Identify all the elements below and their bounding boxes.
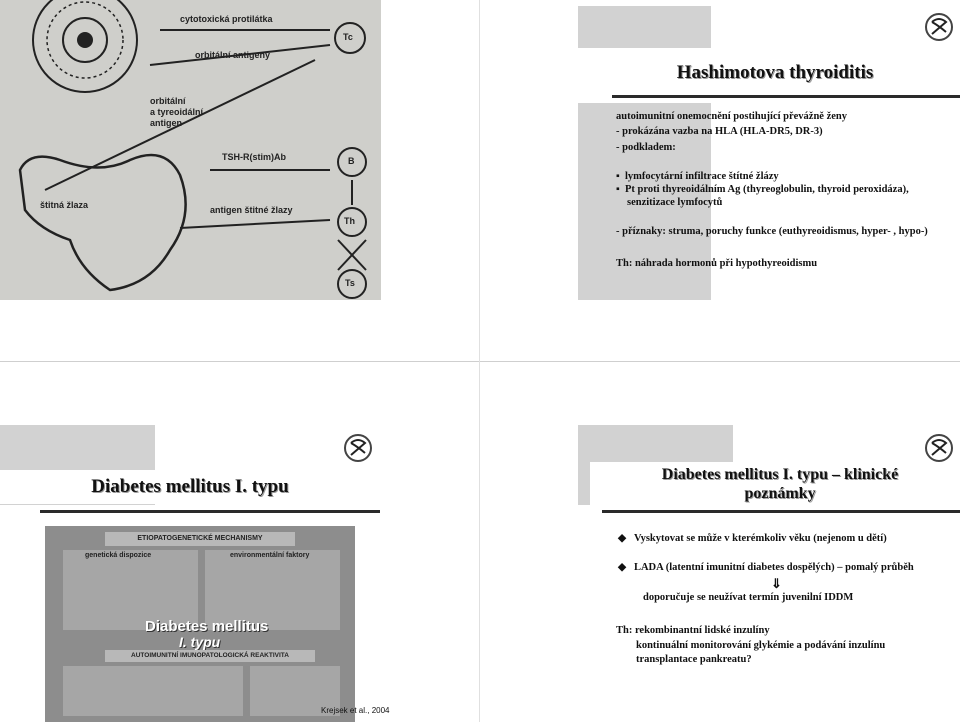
label-orbital-3: antigen — [150, 118, 183, 128]
slide3-title-rule — [40, 510, 380, 513]
university-logo-icon — [343, 433, 373, 463]
label-orbital-antigens: orbitální antigeny — [195, 50, 271, 60]
thyroid-immune-diagram — [0, 0, 381, 300]
slide4-bullet-1: ◆ Vyskytovat se může v kterémkoliv věku (nejenom u dětí) — [618, 533, 887, 544]
slide2-therapy: Th: náhrada hormonů při hypothyreoidismu — [616, 258, 818, 269]
label-cytotoxic: cytotoxická protilátka — [180, 14, 273, 24]
figure-title-1: Diabetes mellitus — [145, 618, 269, 635]
figure-title-2: I. typu — [179, 634, 221, 650]
slide2-symptoms: - příznaky: struma, poruchy funkce (euthyreoidismus, hyper- , hypo-) — [616, 226, 928, 237]
slide2-bullet-2: ▪ Pt proti thyreoidálním Ag (thyreoglobulin, thyroid peroxidáza), — [616, 184, 909, 195]
slide4-bullet-2: ◆ LADA (latentní imunitní diabetes dospělých) – pomalý průběh — [618, 562, 914, 573]
university-logo-icon — [924, 433, 954, 463]
slide4-therapy-2: kontinuální monitorování glykémie a podávání inzulínu — [636, 640, 886, 651]
slide2-title-rule — [612, 95, 960, 98]
slide2-bullet-3: senzitizace lymfocytů — [627, 197, 723, 208]
figure-sub-left: genetická dispozice — [85, 552, 152, 559]
slide2-line-1: autoimunitní onemocnění postihující převážně ženy — [616, 111, 848, 122]
label-gland: štitná žlaza — [40, 200, 89, 210]
label-orbital-2: a tyreoidální — [150, 107, 204, 117]
university-logo-icon — [924, 12, 954, 42]
label-tsh: TSH-R(stim)Ab — [222, 152, 286, 162]
figure-sub-right: environmentální faktory — [230, 552, 310, 559]
slide3-figure — [45, 526, 355, 722]
label-b: B — [348, 156, 355, 166]
label-tc: Tc — [343, 32, 353, 42]
label-ts: Ts — [345, 278, 355, 288]
label-th: Th — [344, 216, 355, 226]
slide4-title: Diabetes mellitus I. typu – klinické poznámky — [661, 466, 899, 502]
slide2-line-2: - prokázána vazba na HLA (HLA-DR5, DR-3) — [616, 126, 823, 137]
slide3-citation: Krejsek et al., 2004 — [321, 706, 390, 715]
slide3-title: Diabetes mellitus I. typu — [91, 476, 289, 497]
figure-heading-1: ETIOPATOGENETICKÉ MECHANISMY — [105, 532, 295, 546]
figure-heading-2: AUTOIMUNITNÍ IMUNOPATOLOGICKÁ REAKTIVITA — [105, 650, 315, 662]
slide-divider-horizontal — [0, 361, 960, 362]
slide4-recommend: doporučuje se neužívat termín juvenilní IDDM — [643, 592, 854, 603]
down-arrow-icon: ⇓ — [771, 576, 782, 591]
slide4-therapy-1: Th: rekombinantní lidské inzulíny — [616, 625, 770, 636]
slide4-title-rule — [602, 510, 960, 513]
slide-divider-vertical — [479, 0, 480, 722]
label-gland-antigen: antigen štitné žlazy — [210, 205, 293, 215]
slide2-bullet-1: ▪ lymfocytární infiltrace štítné žlázy — [616, 171, 779, 182]
slide4-therapy-3: transplantace pankreatu? — [636, 654, 752, 665]
slide2-title: Hashimotova thyroiditis — [676, 62, 874, 83]
slide2-line-3: - podkladem: — [616, 142, 676, 153]
label-orbital-1: orbitální — [150, 96, 186, 106]
